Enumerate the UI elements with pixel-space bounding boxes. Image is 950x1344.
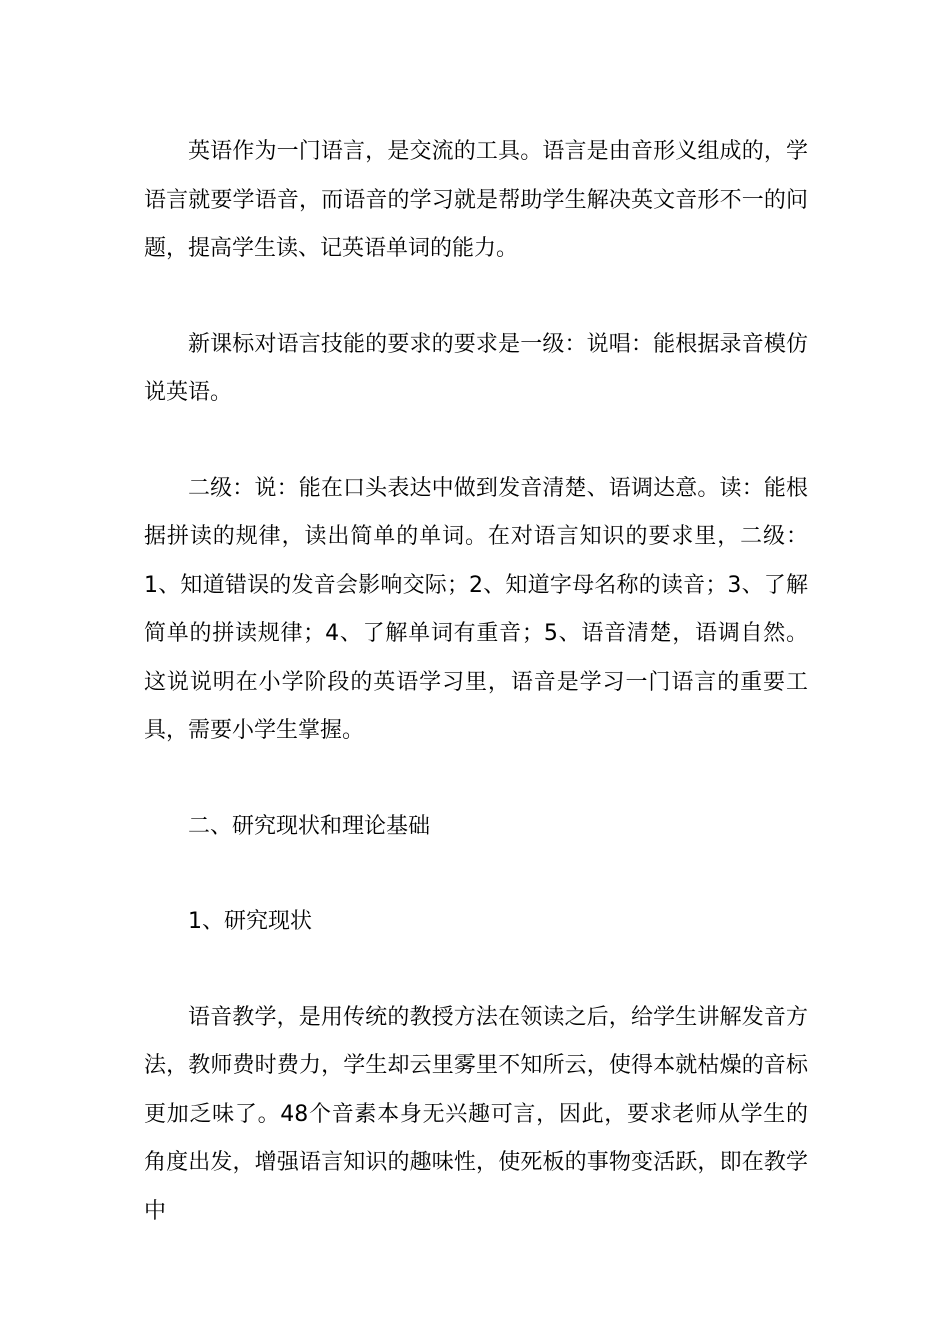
paragraph-intro: 英语作为一门语言，是交流的工具。语言是由音形义组成的，学语言就要学语音，而语音的学习就是帮助学生解决英文音形不一的问题，提高学生读、记英语单词的能力。: [144, 139, 808, 261]
paragraph-spacer: [144, 851, 808, 898]
paragraph-spacer: [144, 756, 808, 803]
document-body: [144, 128, 808, 1236]
paragraph-spacer: [144, 947, 808, 994]
paragraph-phonics-teaching: 语音教学，是用传统的教授方法在领读之后，给学生讲解发音方法，教师费时费力，学生却云里雾里不知所云，使得本就枯燥的音标更加乏味了。48个音素本身无兴趣可言，因此，要求老师从学生的角度出发，增强语言知识的趣味性，使死板的事物变活跃，即在教学中: [144, 1004, 808, 1224]
paragraph-spacer: [144, 418, 808, 465]
section-heading: 二、研究现状和理论基础: [188, 813, 431, 839]
subsection-heading: 1、研究现状: [188, 909, 312, 934]
paragraph-spacer: [144, 274, 808, 321]
paragraph-curriculum-level-one: 新课标对语言技能的要求的要求是一级：说唱：能根据录音模仿说英语。: [144, 331, 808, 405]
paragraph-curriculum-level-two: 二级：说：能在口头表达中做到发音清楚、语调达意。读：能根据拼读的规律，读出简单的单词。在对语言知识的要求里，二级：1、知道错误的发音会影响交际；2、知道字母名称的读音；3、了解简单的拼读规律；4、了解单词有重音；5、语音清楚，语调自然。这说说明在小学阶段的英语学习里，语音是学习一门语言的重要工具，需要小学生掌握。: [144, 475, 808, 743]
